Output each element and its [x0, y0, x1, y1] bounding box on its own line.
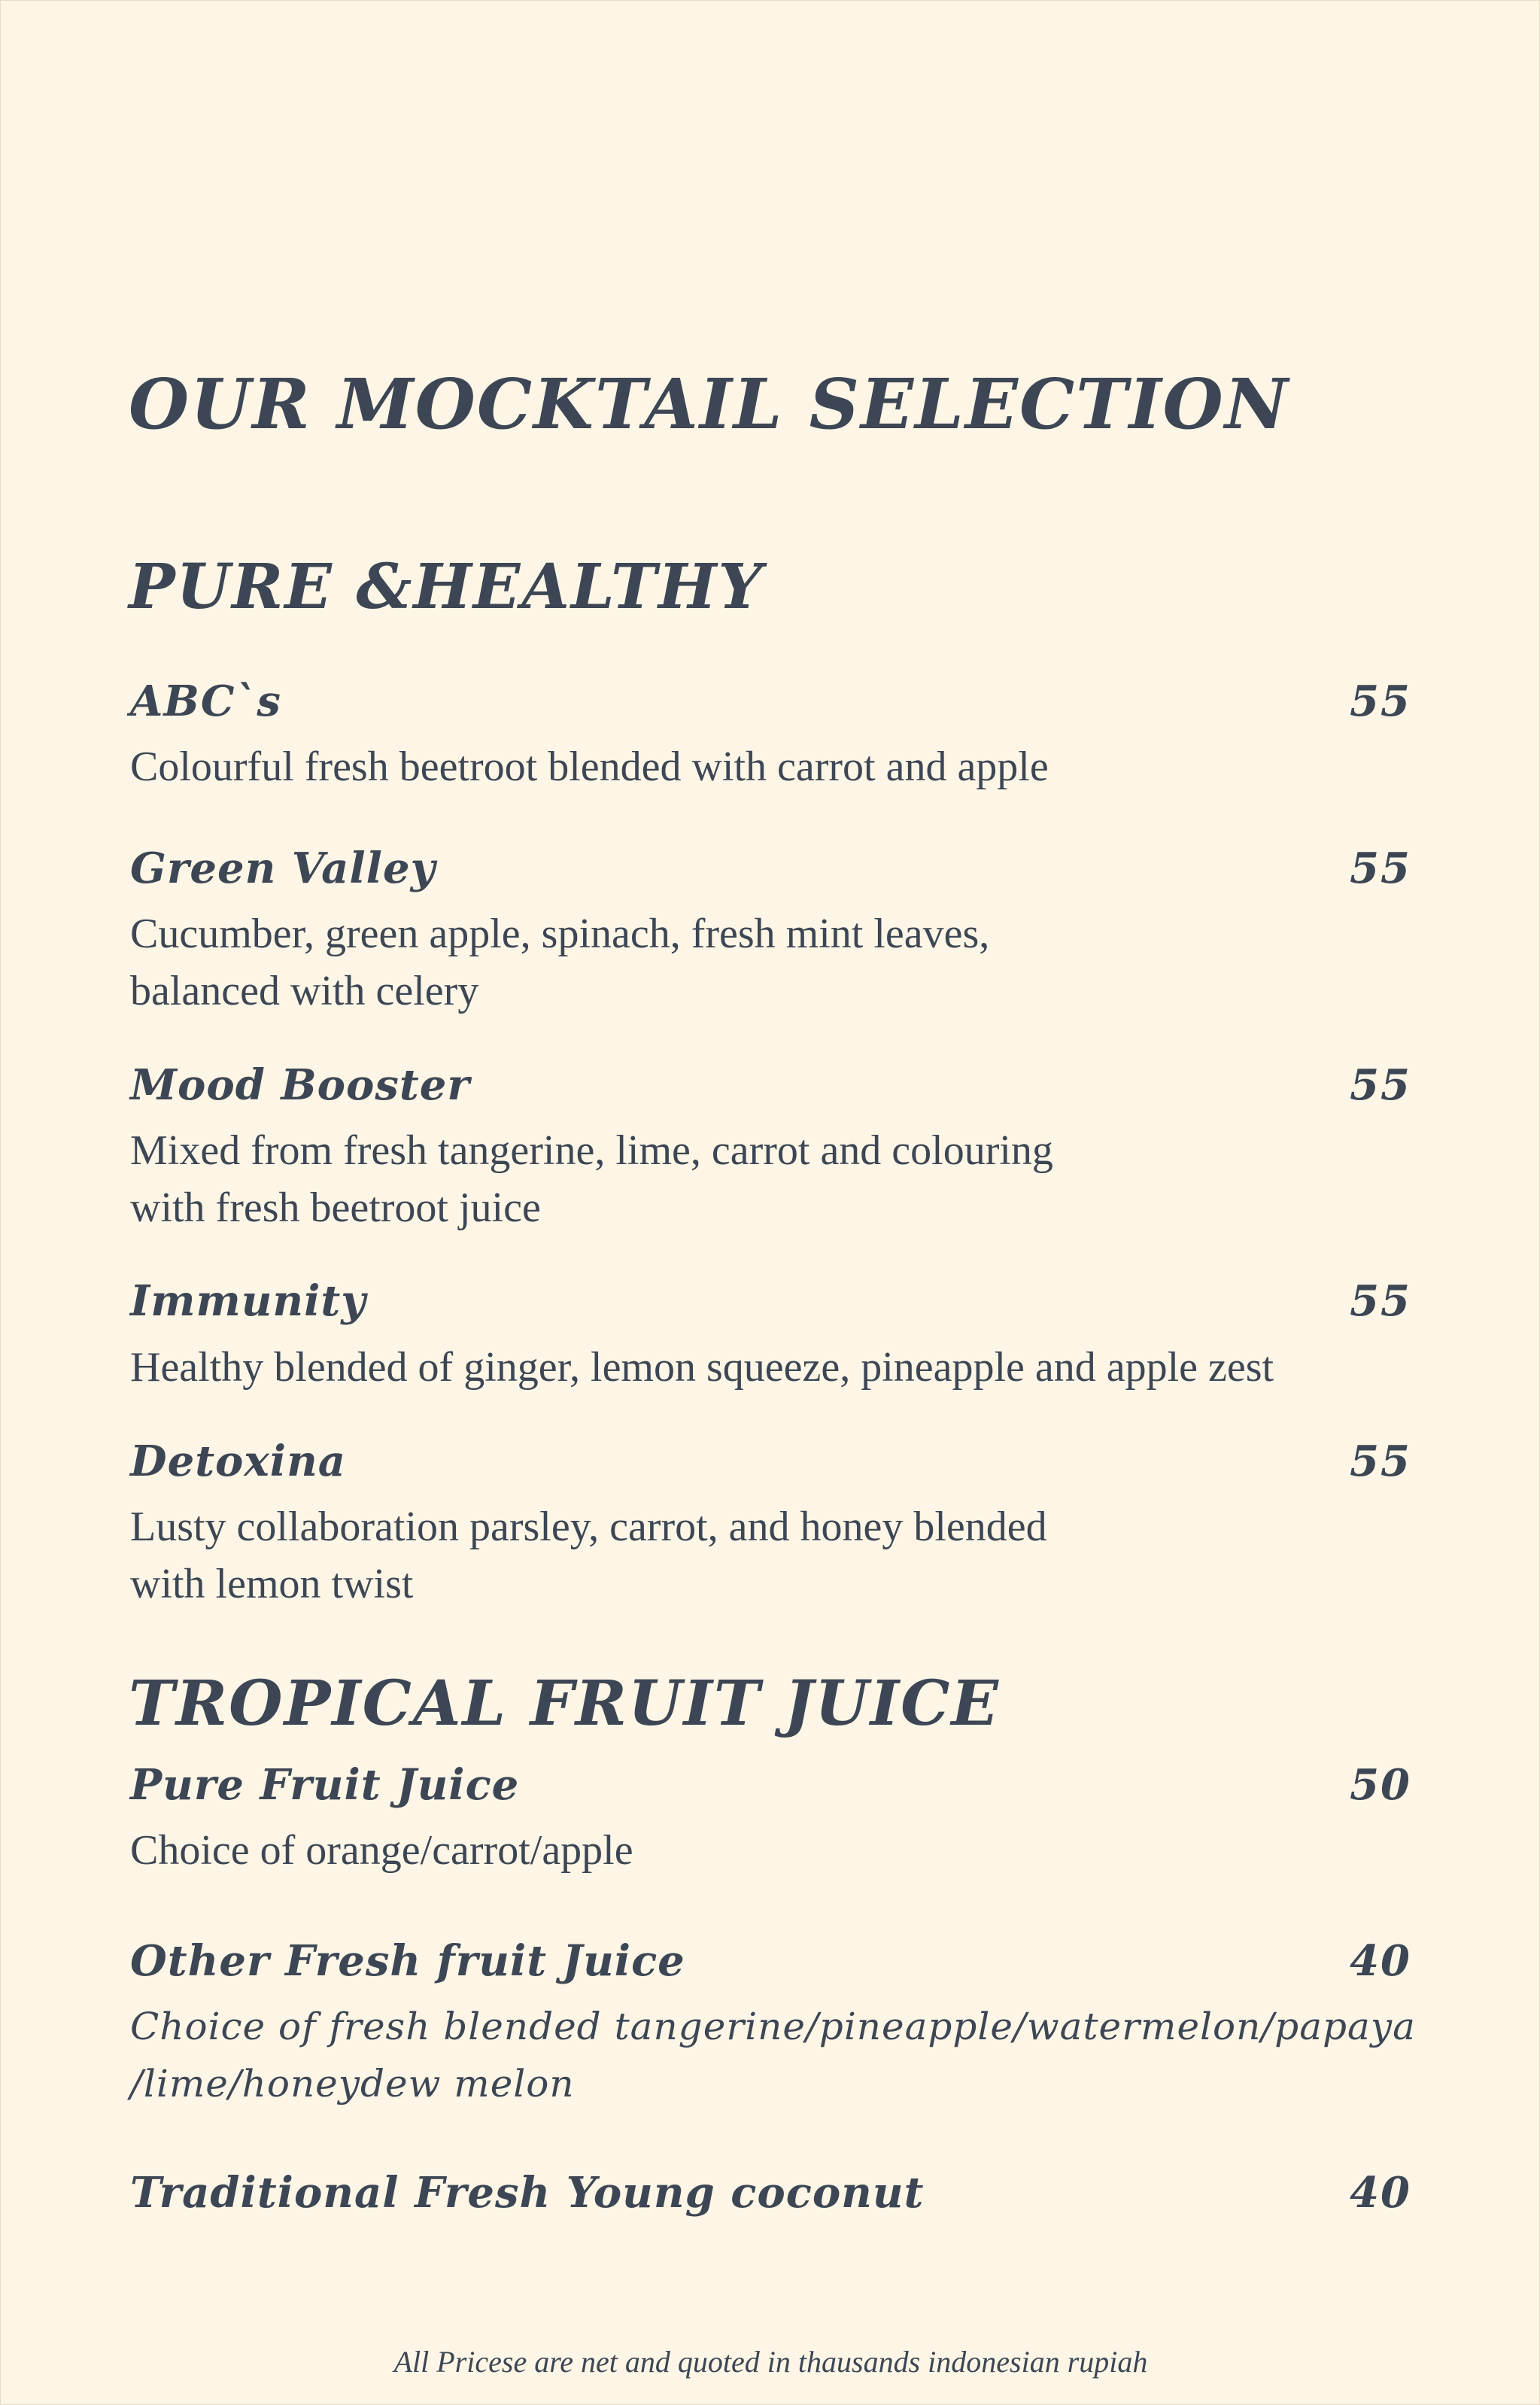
item-name: ABC`s	[130, 677, 281, 726]
item-description: Mixed from fresh tangerine, lime, carrot and colouring with fresh beetroot juice	[130, 1127, 1053, 1231]
item-price: 55	[1350, 1276, 1411, 1326]
item-price: 40	[1350, 2168, 1411, 2218]
item-price: 55	[1350, 844, 1411, 893]
item-price: 50	[1350, 1760, 1411, 1810]
item-price: 55	[1350, 1437, 1411, 1486]
item-name: Other Fresh fruit Juice	[130, 1936, 685, 1986]
item-name: Traditional Fresh Young coconut	[130, 2168, 925, 2218]
item-price: 40	[1350, 1936, 1411, 1986]
item-name: Detoxina	[130, 1437, 347, 1486]
item-description: Healthy blended of ginger, lemon squeeze, pineapple and apple zest	[130, 1344, 1274, 1391]
item-description: Lusty collaboration parsley, carrot, and honey blended with lemon twist	[130, 1504, 1047, 1607]
item-name: Green Valley	[130, 844, 436, 893]
item-name: Mood Booster	[130, 1060, 470, 1110]
item-name: Immunity	[130, 1276, 366, 1326]
item-price: 55	[1350, 1060, 1411, 1110]
item-description: Choice of orange/carrot/apple	[130, 1827, 633, 1874]
section-title-tropical-fruit-juice: TROPICAL FRUIT JUICE	[129, 1668, 1000, 1740]
item-description: Choice of fresh blended tangerine/pineapple/watermelon/papaya /lime/honeydew melon	[130, 2005, 1416, 2106]
item-description: Cucumber, green apple, spinach, fresh mint leaves, balanced with celery	[130, 911, 990, 1014]
price-footnote: All Pricese are net and quoted in thausands indonesian rupiah	[393, 2345, 1148, 2379]
item-price: 55	[1350, 677, 1411, 726]
item-description: Colourful fresh beetroot blended with carrot and apple	[130, 743, 1049, 790]
section-title-pure-healthy: PURE &HEALTHY	[129, 551, 764, 623]
menu-title: OUR MOCKTAIL SELECTION	[129, 363, 1289, 445]
item-name: Pure Fruit Juice	[130, 1760, 520, 1810]
